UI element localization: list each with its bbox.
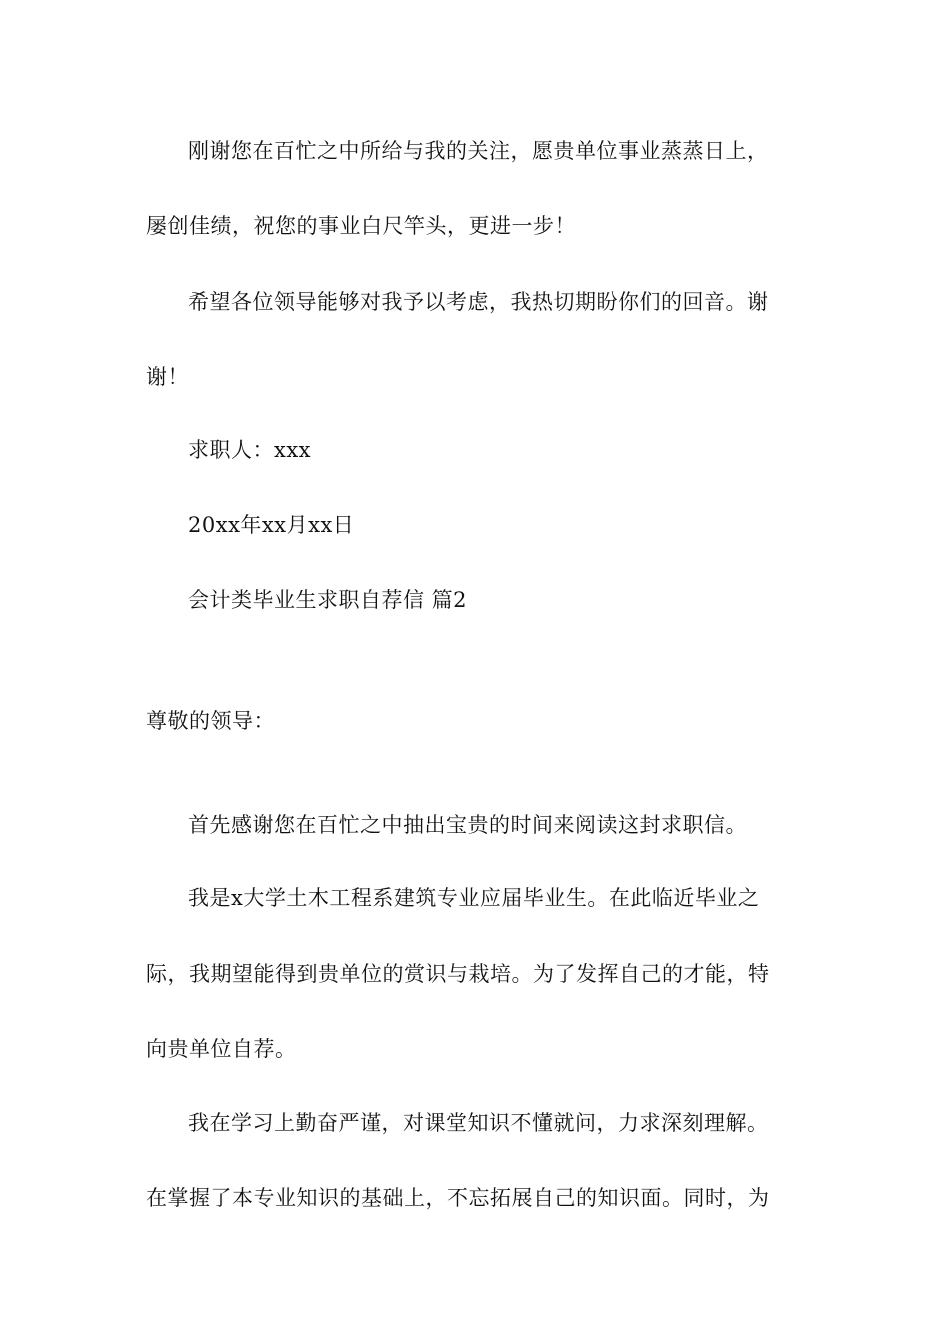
paragraph-line: 谢！ xyxy=(146,365,189,389)
salutation: 尊敬的领导： xyxy=(146,709,275,733)
section-heading: 会计类毕业生求职自荐信 篇2 xyxy=(188,588,468,612)
paragraph-line: 在掌握了本专业知识的基础上，不忘拓展自己的知识面。同时，为 xyxy=(146,1186,770,1210)
paragraph-line: 希望各位领导能够对我予以考虑，我热切期盼你们的回音。谢 xyxy=(188,290,769,314)
signature-line: 求职人：xxx xyxy=(188,438,312,462)
paragraph-line: 刚谢您在百忙之中所给与我的关注，愿贵单位事业蒸蒸日上， xyxy=(188,139,769,163)
paragraph-line: 我在学习上勤奋严谨，对课堂知识不懂就问，力求深刻理解。 xyxy=(188,1111,769,1135)
paragraph-line: 屡创佳绩，祝您的事业白尺竿头，更进一步！ xyxy=(146,214,576,238)
paragraph-line: 际，我期望能得到贵单位的赏识与栽培。为了发挥自己的才能，特 xyxy=(146,962,770,986)
paragraph-line: 我是x大学土木工程系建筑专业应届毕业生。在此临近毕业之 xyxy=(188,886,760,910)
paragraph-line: 向贵单位自荐。 xyxy=(146,1037,297,1061)
date-line: 20xx年xx月xx日 xyxy=(188,513,355,537)
paragraph-line: 首先感谢您在百忙之中抽出宝贵的时间来阅读这封求职信。 xyxy=(188,813,747,837)
